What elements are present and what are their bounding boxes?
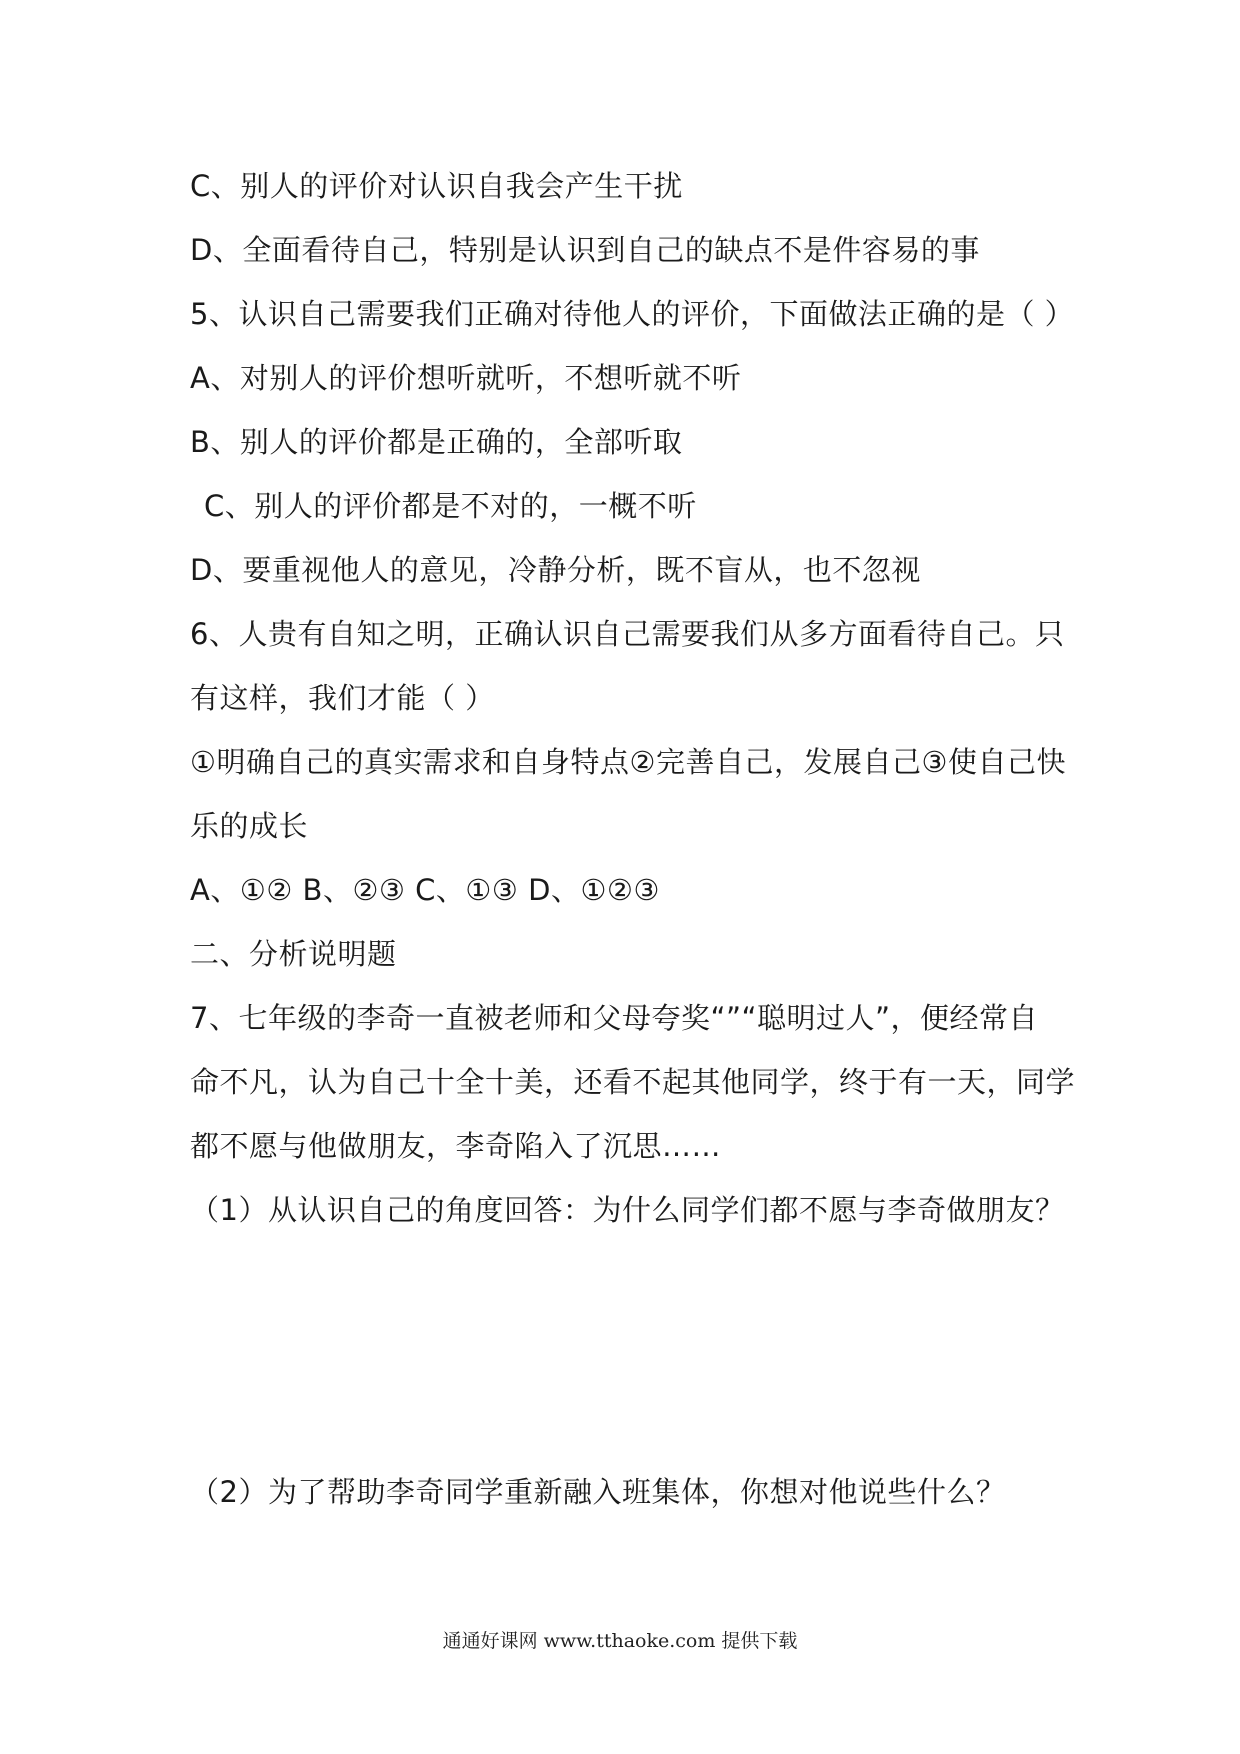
question-6-line-2: 有这样，我们才能（ ）: [190, 681, 495, 715]
question-7-sub-1: （1）从认识自己的角度回答：为什么同学们都不愿与李奇做朋友？: [190, 1193, 1065, 1227]
q6-statements-line-1: ①明确自己的真实需求和自身特点②完善自己，发展自己③使自己快: [190, 745, 1066, 779]
question-7-line-1: 7、七年级的李奇一直被老师和父母夸奖“”“聪明过人”，便经常自: [190, 1001, 1039, 1035]
question-7-line-2: 命不凡，认为自己十全十美，还看不起其他同学，终于有一天，同学: [190, 1065, 1076, 1099]
section-heading: 二、分析说明题: [190, 937, 397, 971]
option-c-line: C、别人的评价对认识自我会产生干扰: [190, 169, 683, 203]
page-footer: 通通好课网 www.tthaoke.com 提供下载: [442, 1630, 798, 1652]
q5-option-b: B、别人的评价都是正确的，全部听取: [190, 425, 683, 459]
question-5: 5、认识自己需要我们正确对待他人的评价，下面做法正确的是（ ）: [190, 297, 1075, 331]
q6-statements-line-2: 乐的成长: [190, 809, 309, 843]
q6-options: A、①② B、②③ C、①③ D、①②③: [190, 873, 660, 907]
q5-option-c: C、别人的评价都是不对的，一概不听: [204, 489, 697, 523]
q5-option-d: D、要重视他人的意见，冷静分析，既不盲从，也不忽视: [190, 553, 921, 587]
question-6-line-1: 6、人贵有自知之明，正确认识自己需要我们从多方面看待自己。只: [190, 617, 1065, 651]
option-d-line: D、全面看待自己，特别是认识到自己的缺点不是件容易的事: [190, 233, 980, 267]
question-7-sub-2: （2）为了帮助李奇同学重新融入班集体，你想对他说些什么？: [190, 1475, 1006, 1509]
question-7-line-3: 都不愿与他做朋友，李奇陷入了沉思……: [190, 1129, 722, 1163]
q5-option-a: A、对别人的评价想听就听，不想听就不听: [190, 361, 742, 395]
